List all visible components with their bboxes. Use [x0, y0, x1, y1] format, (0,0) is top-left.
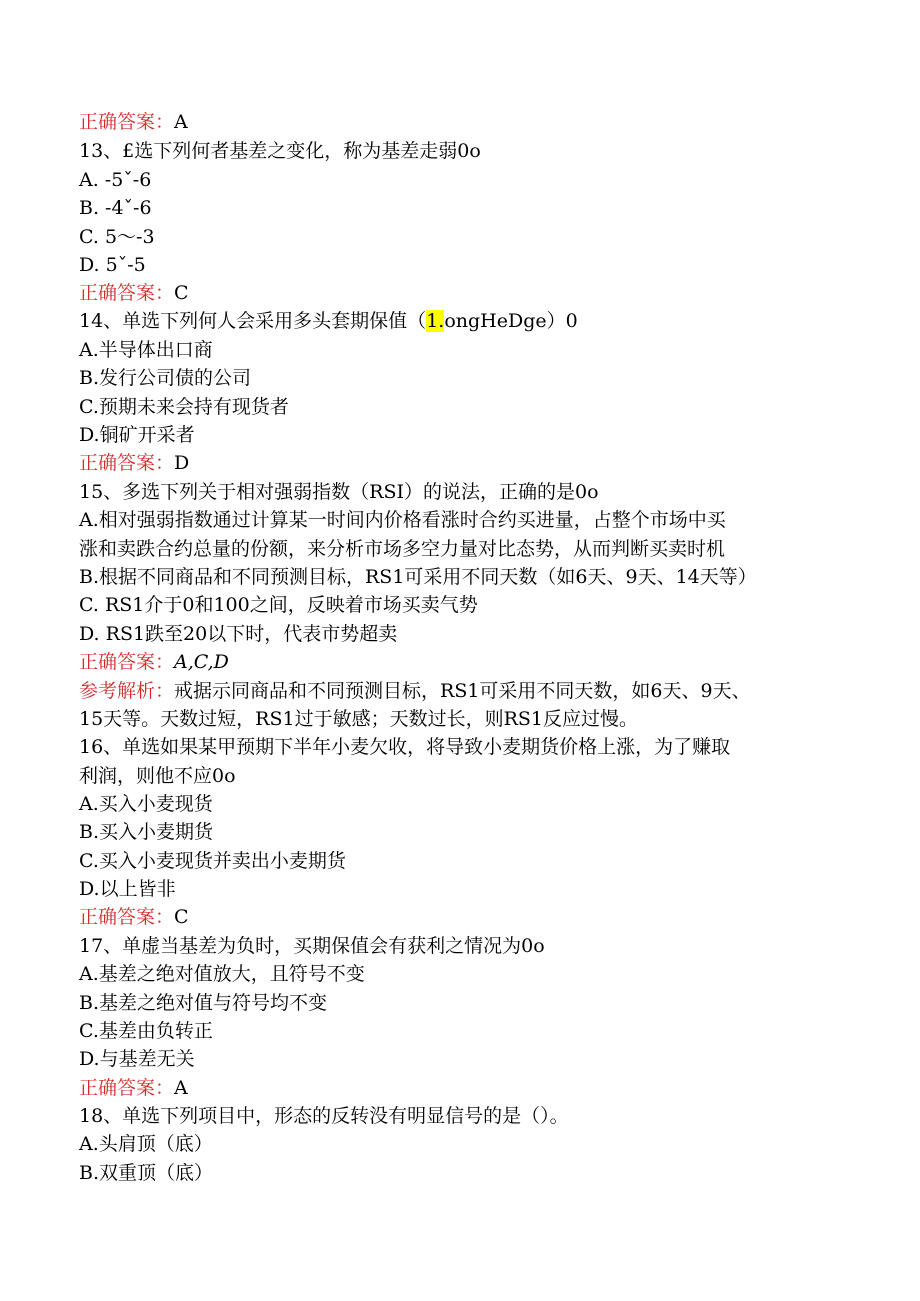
- option-c: C. RS1介于0和100之间，反映着市场买卖气势: [79, 594, 478, 616]
- highlight-mark: 1.: [426, 310, 445, 332]
- option-b: B.根据不同商品和不同预测目标，RS1可采用不同天数（如6天、9天、14天等）: [79, 566, 757, 588]
- answer-line: 正确答案：A: [79, 1077, 188, 1099]
- option-b: B.双重顶（底）: [79, 1162, 214, 1184]
- option-a-continued: 涨和卖跌合约总量的份额，来分析市场多空力量对比态势，从而判断买卖时机: [79, 538, 726, 560]
- option-d: D.与基差无关: [79, 1048, 195, 1070]
- question-14: 14、单选下列何人会采用多头套期保值（1.ongHeDge）0: [79, 310, 578, 332]
- answer-line: 正确答案：A: [79, 111, 188, 133]
- option-c: C.买入小麦现货并卖出小麦期货: [79, 850, 346, 872]
- question-18: 18、单选下列项目中，形态的反转没有明显信号的是（）。: [79, 1105, 569, 1127]
- option-a: A.半导体出口商: [79, 339, 213, 361]
- option-b: B.买入小麦期货: [79, 821, 214, 843]
- explanation-line: 参考解析：戒据示同商品和不同预测目标，RS1可采用不同天数，如6天、9天、: [79, 680, 751, 702]
- answer-line: 正确答案：C: [79, 282, 189, 304]
- option-d: D. RS1跌至20以下时，代表市势超卖: [79, 623, 398, 645]
- option-b: B.发行公司债的公司: [79, 367, 252, 389]
- option-a: A.头肩顶（底）: [79, 1133, 213, 1155]
- option-d: D. 5ˇ-5: [79, 254, 146, 276]
- question-17: 17、单虚当基差为负时，买期保值会有获利之情况为0o: [79, 935, 545, 957]
- option-a: A.买入小麦现货: [79, 793, 213, 815]
- option-a: A. -5ˇ-6: [79, 169, 152, 191]
- option-b: B. -4ˇ-6: [79, 197, 152, 219]
- question-16: 16、单选如果某甲预期下半年小麦欠收，将导致小麦期货价格上涨，为了赚取: [79, 736, 731, 758]
- option-c: C. 5～-3: [79, 226, 155, 248]
- question-13: 13、£选下列何者基差之变化，称为基差走弱0o: [79, 140, 481, 162]
- option-d: D.铜矿开采者: [79, 424, 195, 446]
- option-b: B.基差之绝对值与符号均不变: [79, 992, 328, 1014]
- option-c: C.预期未来会持有现货者: [79, 396, 289, 418]
- explanation-continued: 15天等。天数过短，RS1过于敏感；天数过长，则RS1反应过慢。: [79, 708, 638, 730]
- answer-line: 正确答案：C: [79, 906, 189, 928]
- option-a: A.相对强弱指数通过计算某一时间内价格看涨时合约买进量，占整个市场中买: [79, 509, 726, 531]
- answer-line: 正确答案：A,C,D: [79, 651, 229, 673]
- question-15: 15、多选下列关于相对强弱指数（RSI）的说法，正确的是0o: [79, 481, 599, 503]
- option-a: A.基差之绝对值放大，且符号不变: [79, 963, 365, 985]
- option-c: C.基差由负转正: [79, 1020, 213, 1042]
- question-16-continued: 利润，则他不应0o: [79, 765, 236, 787]
- option-d: D.以上皆非: [79, 878, 176, 900]
- answer-line: 正确答案：D: [79, 452, 190, 474]
